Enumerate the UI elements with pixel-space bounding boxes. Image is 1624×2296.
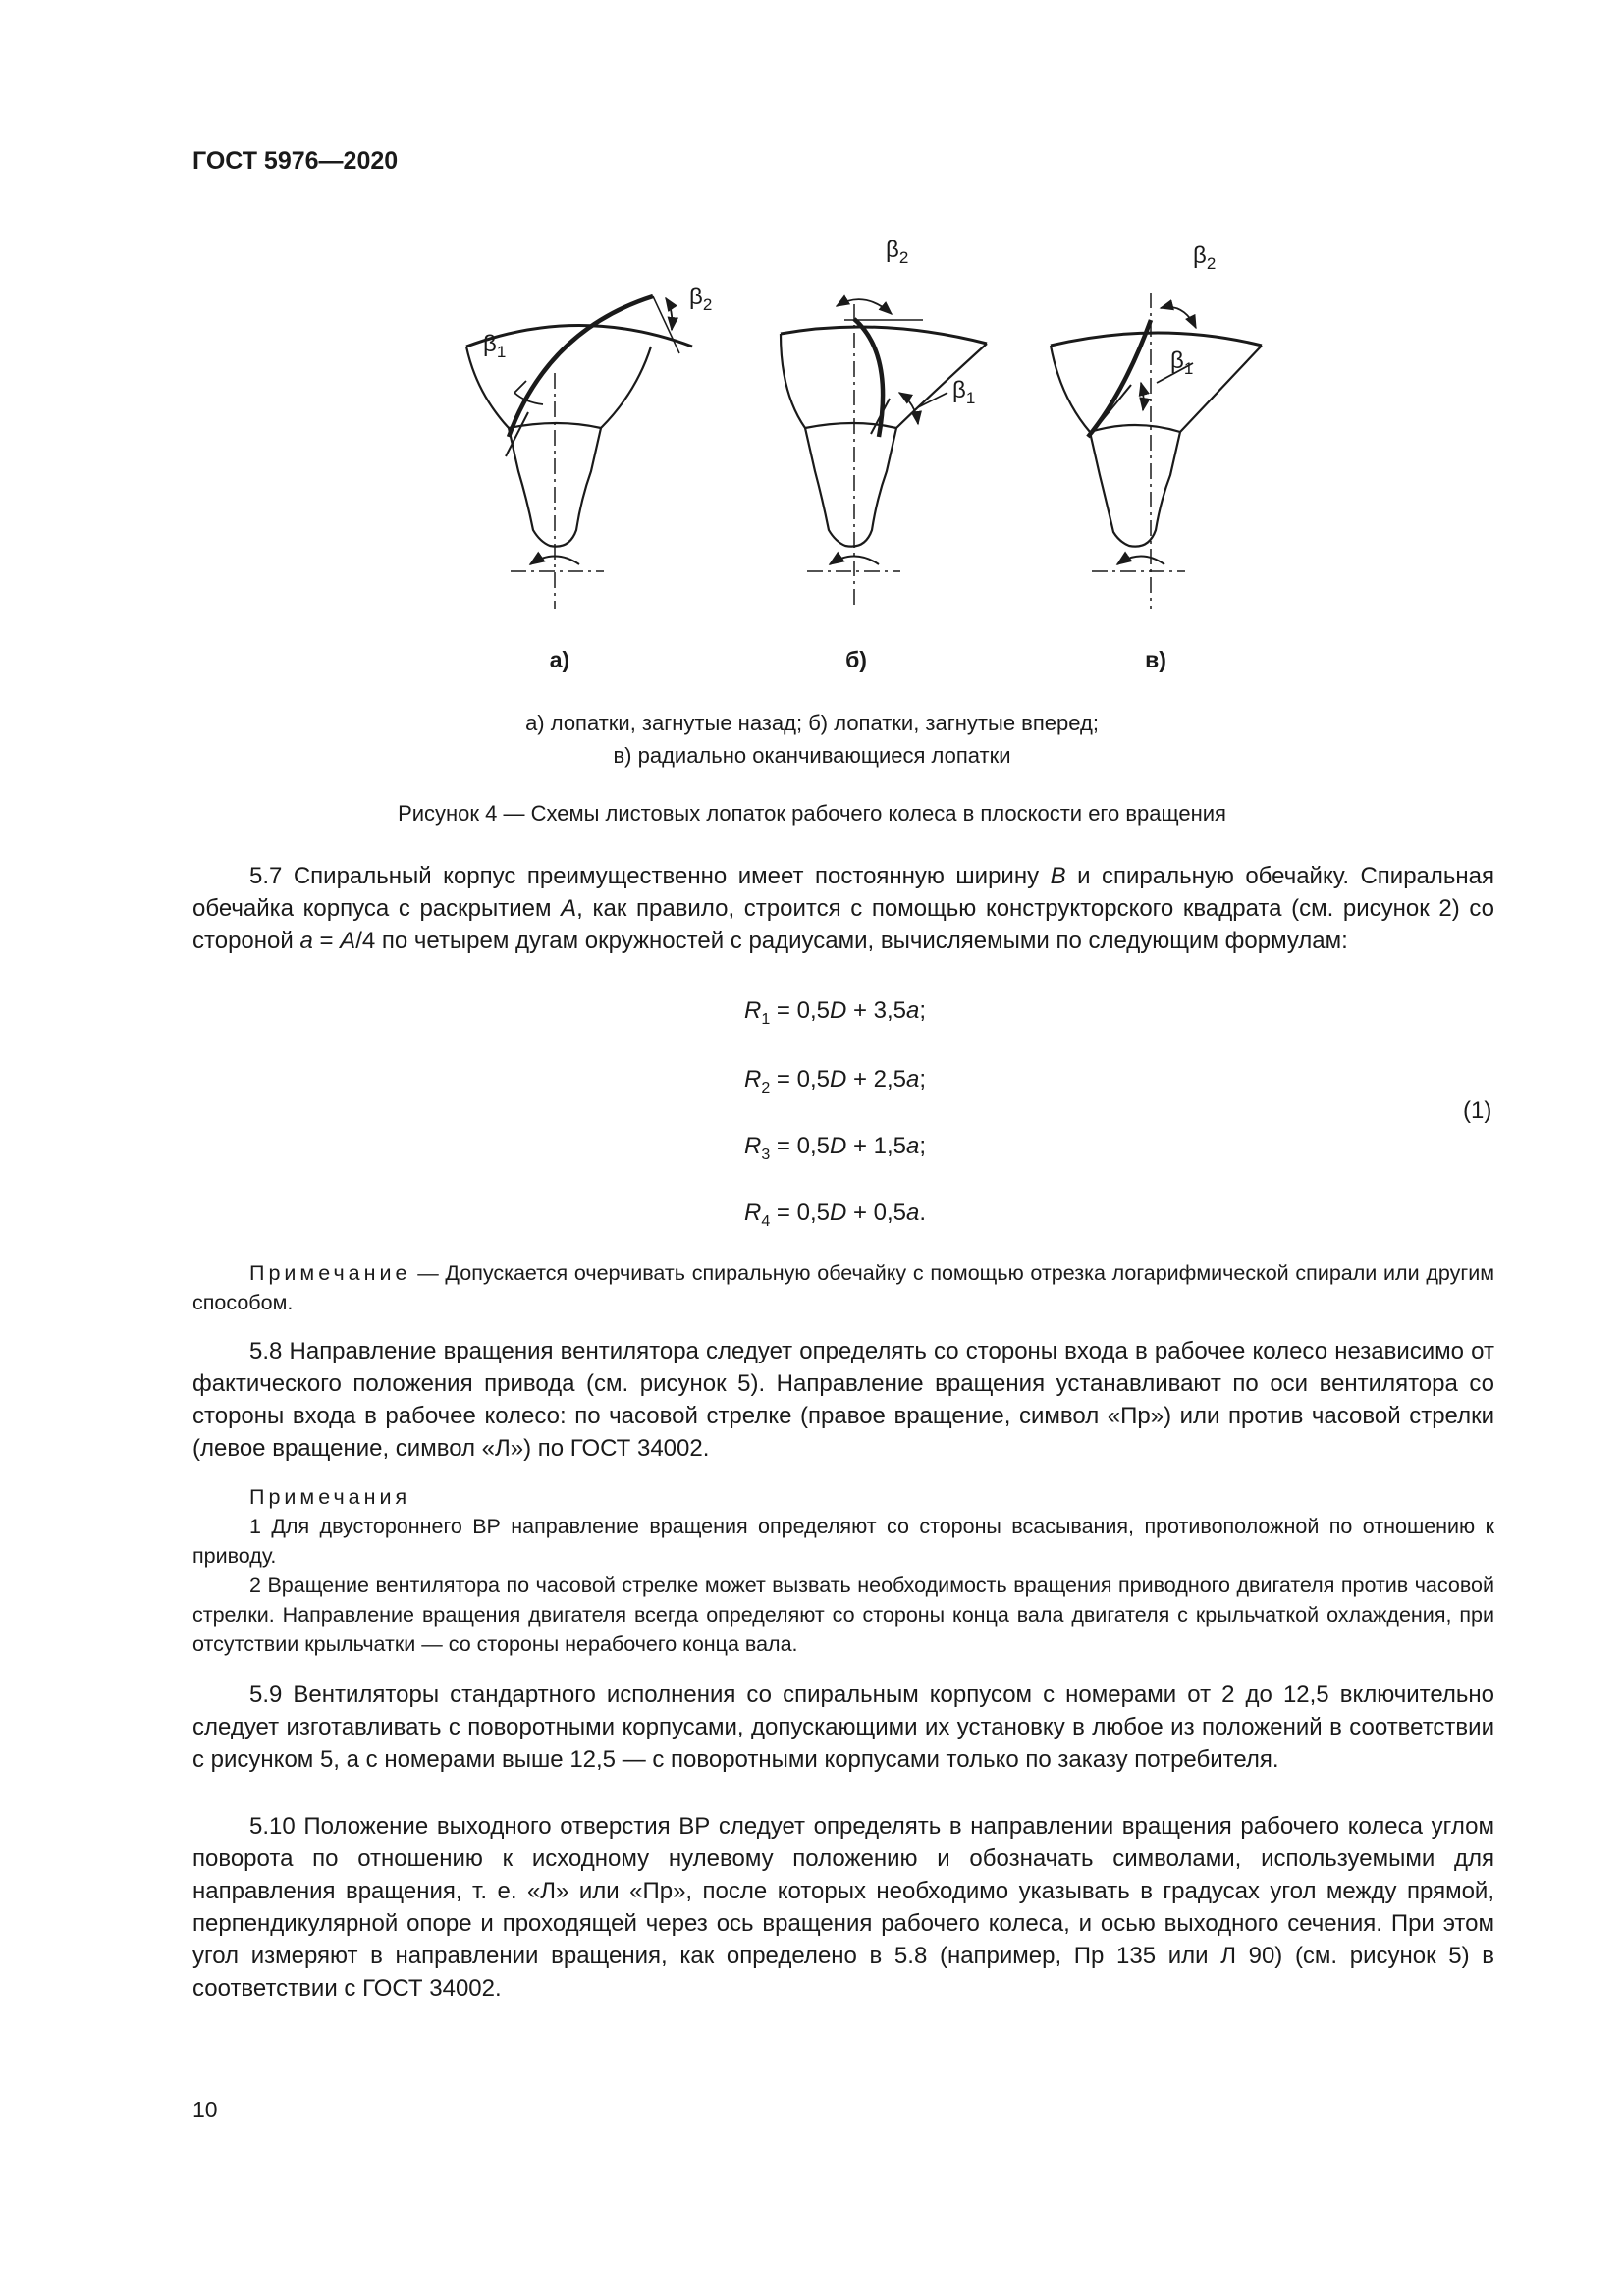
scheme-c-beta2-label: $\beta_2$ — [1193, 242, 1217, 273]
scheme-c-radial-blades — [1051, 293, 1262, 609]
page-number: 10 — [192, 2097, 218, 2122]
scheme-a-beta2-label: $\beta_2$ — [689, 284, 713, 314]
scheme-b-beta2-label: $\beta_2$ — [886, 237, 909, 267]
formula-r4: $R_4 = 0,5D + 0,5a$. — [744, 1200, 927, 1230]
figure-4-blade-schemes — [432, 236, 1276, 687]
figure-legend-line-2: в) радиально оканчивающиеся лопатки — [613, 743, 1011, 768]
paragraph-5-10: 5.10 Положение выходного отверстия ВР следует определять в направлении вращения рабочего колеса углом поворота по отношению к исходному нулевому положению и обозначать символами, используемыми для направления вращения, т. е. «Л» или «Пр», после которых необходимо указывать в градусах угол между прямой, перпендикулярной опоре и проходящей через ось вращения рабочего колеса, и осью выходного сечения. При этом угол измеряют в направлении вращения, как определено в 5.8 (например, Пр 135 или Л 90) (см. рисунок 5) в соответствии с ГОСТ 34002. — [192, 1813, 1494, 2002]
figure-legend-line-1: а) лопатки, загнутые назад; б) лопатки, загнутые вперед; — [525, 711, 1099, 735]
paragraph-5-8: 5.8 Направление вращения вентилятора следует определять со стороны входа в рабочее колесо независимо от фактического положения привода (см. рисунок 5). Направление вращения устанавливают по оси вентилятора со стороны входа в рабочее колесо: по часовой стрелке (правое вращение, символ «Пр») или против часовой стрелки (левое вращение, символ «Л») по ГОСТ 34002. — [192, 1338, 1494, 1462]
note-5-7: Примечание — Допускается очерчивать спиральную обечайку с помощью отрезка логарифмической спирали или другим способом. — [192, 1261, 1494, 1314]
note-5-8-2: 2 Вращение вентилятора по часовой стрелке может вызвать необходимость вращения приводного двигателя против часовой стрелки. Направление вращения двигателя всегда определяют со стороны конца вала двигателя с крыльчаткой охлаждения, при отсутствии крыльчатки — со стороны нерабочего конца вала. — [192, 1574, 1494, 1656]
note-5-8-1: 1 Для двустороннего ВР направление вращения определяют со стороны всасывания, противоположной по отношению к приводу. — [192, 1515, 1494, 1568]
equation-number: (1) — [1463, 1097, 1492, 1124]
formula-r2: $R_2 = 0,5D + 2,5a$; — [744, 1066, 927, 1096]
notes-5-8-label: Примечания — [249, 1485, 411, 1509]
figure-caption: Рисунок 4 — Схемы листовых лопаток рабочего колеса в плоскости его вращения — [398, 801, 1226, 826]
scheme-c-label: в) — [1145, 647, 1166, 672]
formula-r3: $R_3 = 0,5D + 1,5a$; — [744, 1133, 927, 1163]
formula-r1: $R_1 = 0,5D + 3,5a$; — [744, 997, 927, 1028]
scheme-a-beta1-label: $\beta_1$ — [483, 331, 507, 361]
scheme-b-forward-blades — [781, 299, 987, 609]
scheme-b-beta1-label: $\beta_1$ — [952, 377, 976, 407]
paragraph-5-7: 5.7 Спиральный корпус преимущественно имеет постоянную ширину B и спиральную обечайку. Спиральная обечайка корпуса с раскрытием A, как правило, строится с помощью конструкторского квадрата (см. рисунок 2) со стороной a = A/4 по четырем дугам окружностей с радиусами, вычисляемыми по следующим формулам: — [192, 863, 1495, 954]
scheme-c-beta1-label: $\beta_1$ — [1170, 347, 1194, 378]
paragraph-5-9: 5.9 Вентиляторы стандартного исполнения со спиральным корпусом с номерами от 2 до 12,5 включительно следует изготавливать с поворотными корпусами, допускающими их установку в любое из положений в соответствии с рисунком 5, а с номерами выше 12,5 — с поворотными корпусами только по заказу потребителя. — [192, 1682, 1494, 1773]
scheme-a-label: а) — [549, 647, 570, 672]
document-header: ГОСТ 5976—2020 — [192, 147, 399, 175]
scheme-b-label: б) — [845, 647, 867, 672]
